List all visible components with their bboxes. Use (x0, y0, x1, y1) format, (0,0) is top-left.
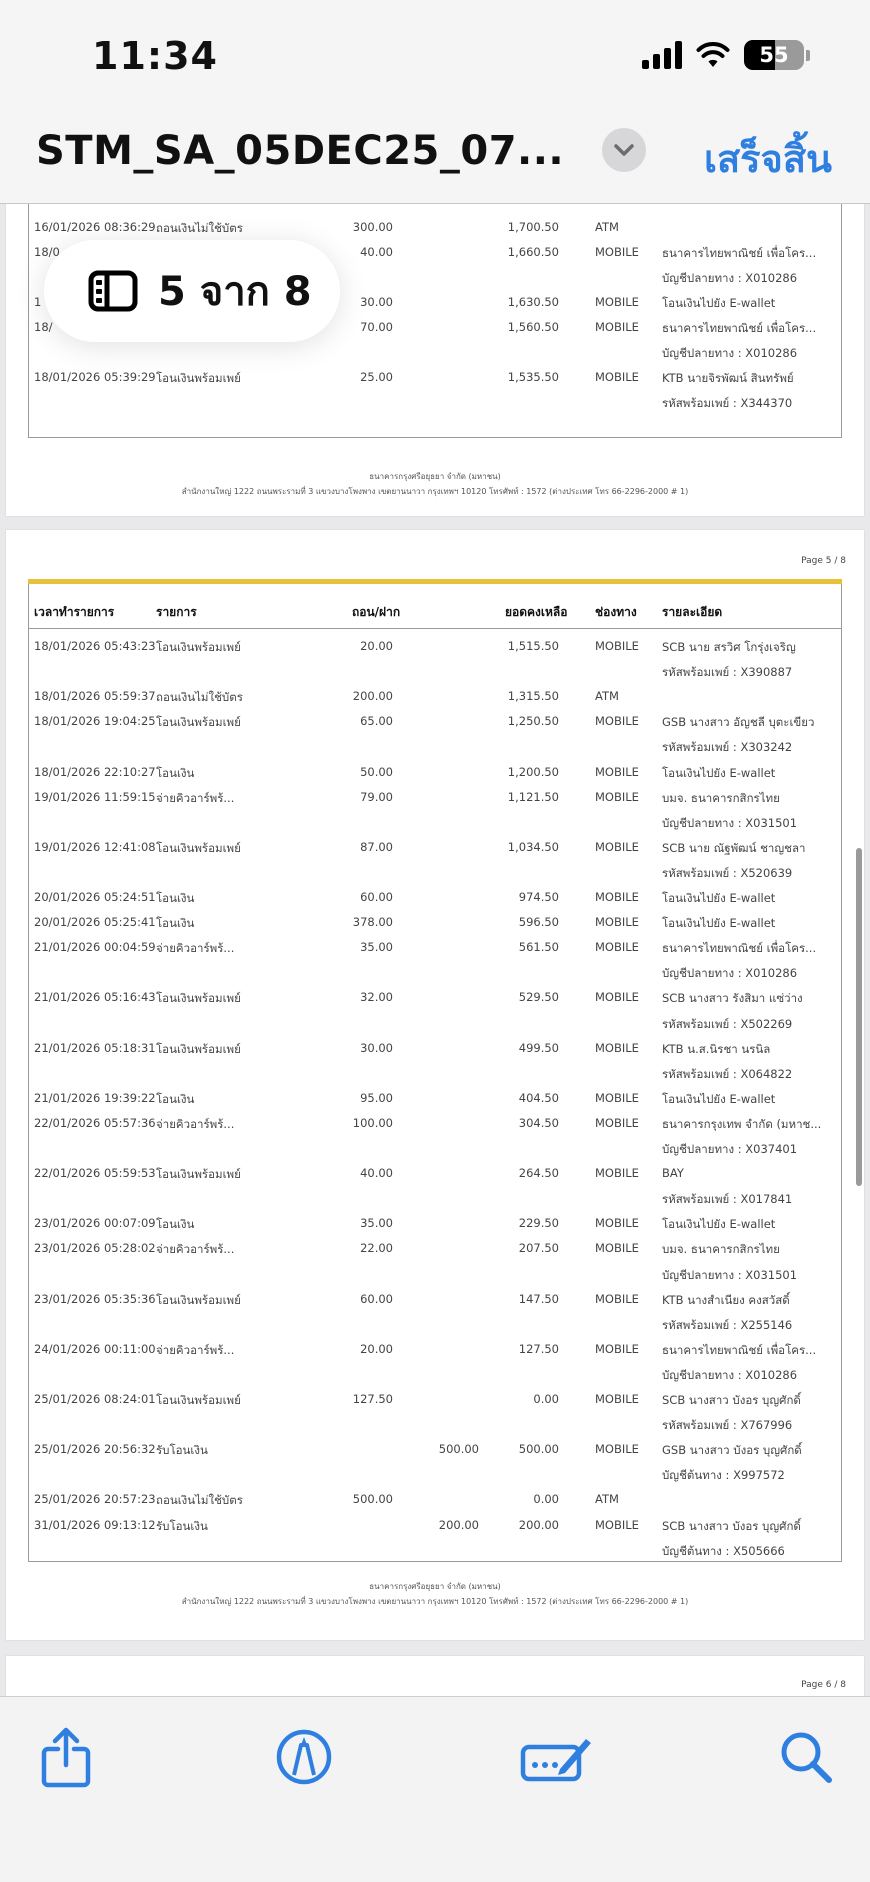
cell-desc: โอนเงินพร้อมเพย์ (156, 1167, 241, 1182)
table-row (29, 710, 841, 735)
table-row (29, 1212, 841, 1237)
cell-withdraw: 20.00 (360, 639, 393, 653)
table-row (29, 1263, 841, 1288)
cell-detail: โอนเงินไปยัง E-wallet (662, 1217, 776, 1232)
cell-date: 18/01/2026 05:43:23 (34, 639, 156, 653)
cell-desc: โอนเงิน (156, 1091, 195, 1106)
cell-date: 18/01/2026 05:59:37 (34, 689, 156, 704)
cell-withdraw: 35.00 (360, 940, 393, 955)
bottom-toolbar (0, 1696, 870, 1882)
cell-detail: SCB นาย ณัฐพัฒน์ ชาญชลา (662, 840, 806, 855)
status-time: 11:34 (92, 34, 218, 78)
cell-detail: GSB นางสาว บังอร บุญศักดิ์ (662, 1443, 802, 1458)
cell-balance: 500.00 (518, 1442, 559, 1457)
cell-desc: โอนเงินพร้อมเพย์ (156, 840, 241, 855)
header-balance: ยอดคงเหลือ (505, 605, 568, 619)
cell-withdraw: 20.00 (360, 1341, 393, 1356)
battery-icon (744, 40, 804, 70)
cell-withdraw: 50.00 (360, 764, 393, 779)
table-row (29, 1237, 841, 1262)
table-row (29, 1514, 841, 1539)
cell-detail: SCB นางสาว บังอร บุญศักดิ์ (662, 1393, 801, 1407)
cell-detail: บัญชีต้นทาง : X997572 (662, 1468, 785, 1483)
cell-balance: 561.50 (518, 940, 559, 955)
top-bar (0, 0, 870, 204)
cell-channel: MOBILE (595, 789, 639, 804)
table-row: 18/ 70.00 1,560.50 MOBILE ธนาคารไทยพาณิชย์ เพื่อโคร... (34, 320, 817, 335)
pdf-page-5 (6, 530, 864, 1640)
status-icons (642, 40, 810, 70)
cell-balance: 200.00 (518, 1517, 559, 1532)
table-row (29, 811, 841, 836)
table-row (29, 911, 841, 936)
cell-withdraw: 200.00 (352, 689, 393, 704)
table-row: 18/01/2026 05:39:29 โอนเงินพร้อมเพย์ 25.00 1,535.50 MOBILE KTB นายจิรพัฒน์ สินทรัพย์ (34, 370, 794, 385)
cell-balance: 499.50 (518, 1040, 559, 1055)
bank-name-footer: ธนาคารกรุงศรีอยุธยา จำกัด (มหาชน) (369, 472, 501, 481)
table-row (29, 1137, 841, 1162)
table-row (29, 1037, 841, 1062)
table-row: 1 30.00 1,630.50 MOBILE โอนเงินไปยัง E-wallet (34, 295, 776, 310)
cell-date: 20/01/2026 05:24:51 (34, 890, 156, 904)
share-button[interactable] (34, 1725, 98, 1789)
cell-date: 25/01/2026 08:24:01 (34, 1392, 156, 1406)
cell-detail: SCB นางสาว บังอร บุญศักดิ์ (662, 1518, 801, 1533)
cell-date: 21/01/2026 05:16:43 (34, 990, 156, 1005)
page-number-label: Page 6 / 8 (801, 1680, 846, 1690)
cell-balance: 1,315.50 (507, 689, 559, 704)
cell-desc: โอนเงินพร้อมเพย์ (156, 640, 241, 654)
cell-withdraw: 127.50 (352, 1392, 393, 1406)
cell-detail: บัญชีปลายทาง : X010286 (662, 966, 798, 981)
table-row (29, 1463, 841, 1488)
table-row (29, 861, 841, 886)
search-icon (778, 1729, 834, 1785)
table-row: รหัสพร้อมเพย์ : X344370 (662, 396, 793, 410)
cell-detail: GSB นางสาว อัญชลี บุตะเขียว (662, 715, 815, 730)
cell-date: 25/01/2026 20:57:23 (34, 1492, 156, 1507)
cell-detail: รหัสพร้อมเพย์ : X502269 (662, 1016, 793, 1031)
cell-desc: จ่ายคิวอาร์พร้... (156, 941, 235, 956)
cell-detail: โอนเงินไปยัง E-wallet (662, 765, 776, 780)
cell-balance: 1,515.50 (507, 639, 559, 653)
wifi-icon (696, 41, 730, 69)
cell-balance: 1,250.50 (507, 714, 559, 729)
table-row (29, 1162, 841, 1187)
cell-balance: 229.50 (518, 1216, 559, 1231)
cell-detail: SCB นาย สรวิศ โกรุ่งเจริญ (662, 640, 796, 654)
cell-channel: MOBILE (595, 1216, 639, 1231)
cell-withdraw: 35.00 (360, 1216, 393, 1231)
cell-desc: โอนเงินพร้อมเพย์ (156, 715, 241, 730)
cell-detail: บัญชีปลายทาง : X010286 (662, 1367, 798, 1382)
sidebar-thumbnails-icon (88, 270, 138, 312)
cell-withdraw: 65.00 (360, 714, 393, 729)
cell-withdraw: 87.00 (360, 839, 393, 854)
table-row (29, 660, 841, 685)
cell-detail: บมจ. ธนาคารกสิกรไทย (662, 1242, 780, 1257)
header-description: รายการ (156, 605, 197, 619)
cell-desc: ถอนเงินไม่ใช้บัตร (156, 1493, 243, 1508)
cell-channel: MOBILE (595, 990, 639, 1005)
table-row (29, 986, 841, 1011)
cell-date: 21/01/2026 05:18:31 (34, 1040, 156, 1055)
cell-balance: 304.50 (518, 1115, 559, 1130)
table-row (29, 1438, 841, 1463)
cell-channel: MOBILE (595, 1291, 639, 1306)
cell-withdraw: 95.00 (360, 1090, 393, 1105)
cell-desc: รับโอนเงิน (156, 1443, 208, 1458)
table-row (29, 961, 841, 986)
cell-detail: โอนเงินไปยัง E-wallet (662, 916, 776, 931)
search-button[interactable] (774, 1725, 838, 1789)
cell-withdraw: 22.00 (360, 1241, 393, 1256)
table-row: 18/0 40.00 1,660.50 MOBILE ธนาคารไทยพาณิชย์ เพื่อโคร... (34, 245, 817, 260)
table-row (29, 1112, 841, 1137)
table-row (29, 1062, 841, 1087)
chevron-down-icon (613, 143, 635, 157)
cell-balance: 127.50 (518, 1341, 559, 1356)
cellular-signal-icon (642, 41, 682, 69)
table-row (29, 1087, 841, 1112)
cell-date: 25/01/2026 20:56:32 (34, 1442, 156, 1457)
cell-deposit: 200.00 (438, 1517, 479, 1532)
cell-date: 22/01/2026 05:57:36 (34, 1115, 156, 1130)
cell-balance: 974.50 (518, 890, 559, 904)
done-button[interactable]: เสร็จสิ้น (703, 137, 832, 181)
cell-detail: รหัสพร้อมเพย์ : X017841 (662, 1192, 793, 1207)
table-row (29, 1363, 841, 1388)
cell-balance: 264.50 (518, 1166, 559, 1181)
cell-desc: รับโอนเงิน (156, 1518, 208, 1533)
table-row: บัญชีปลายทาง : X010286 (662, 346, 798, 360)
signature-icon (520, 1731, 594, 1783)
cell-channel: MOBILE (595, 1166, 639, 1181)
cell-detail: รหัสพร้อมเพย์ : X390887 (662, 665, 793, 680)
cell-detail: KTB น.ส.นิรชา นรนิล (662, 1041, 771, 1056)
table-header (29, 583, 841, 629)
pdf-page-4 (6, 180, 864, 516)
cell-date: 21/01/2026 19:39:22 (34, 1090, 156, 1105)
cell-date: 18/01/2026 19:04:25 (34, 714, 156, 729)
header-detail: รายละเอียด (662, 605, 723, 619)
cell-detail: ธนาคารไทยพาณิชย์ เพื่อโคร... (662, 1342, 817, 1357)
cell-balance: 0.00 (533, 1492, 559, 1507)
cell-date: 23/01/2026 05:28:02 (34, 1241, 156, 1256)
cell-date: 19/01/2026 12:41:08 (34, 839, 156, 854)
cell-desc: โอนเงินพร้อมเพย์ (156, 991, 241, 1006)
document-title[interactable]: STM_SA_05DEC25_07... (36, 128, 565, 174)
table-row (29, 1313, 841, 1338)
cell-channel: MOBILE (595, 1341, 639, 1356)
cell-detail: รหัสพร้อมเพย์ : X303242 (662, 740, 793, 755)
cell-desc: โอนเงินพร้อมเพย์ (156, 1292, 241, 1307)
cell-detail: รหัสพร้อมเพย์ : X064822 (662, 1066, 793, 1081)
cell-channel: MOBILE (595, 1115, 639, 1130)
cell-withdraw: 60.00 (360, 890, 393, 904)
header-date: เวลาทำรายการ (34, 605, 115, 619)
cell-withdraw: 79.00 (360, 789, 393, 804)
cell-desc: จ่ายคิวอาร์พร้... (156, 1116, 235, 1131)
header-amount: ถอน/ฝาก (352, 605, 401, 619)
cell-desc: โอนเงินพร้อมเพย์ (156, 1041, 241, 1056)
table-row (29, 1187, 841, 1212)
cell-date: 24/01/2026 00:11:00 (34, 1341, 156, 1356)
cell-channel: MOBILE (595, 639, 639, 653)
cell-channel: MOBILE (595, 764, 639, 779)
cell-balance: 147.50 (518, 1291, 559, 1306)
cell-detail: โอนเงินไปยัง E-wallet (662, 1091, 776, 1106)
scrollbar-thumb[interactable] (856, 848, 862, 1186)
cell-date: 22/01/2026 05:59:53 (34, 1166, 156, 1181)
cell-channel: MOBILE (595, 1040, 639, 1055)
battery-level: 55 (759, 43, 789, 67)
cell-withdraw: 40.00 (360, 1166, 393, 1181)
cell-date: 19/01/2026 11:59:15 (34, 789, 156, 804)
table-row (29, 761, 841, 786)
cell-channel: MOBILE (595, 1392, 639, 1406)
table-row (29, 936, 841, 961)
table-row (29, 1288, 841, 1313)
table-row: บัญชีปลายทาง : X010286 (662, 271, 798, 285)
cell-date: 18/01/2026 22:10:27 (34, 764, 156, 779)
cell-detail: บัญชีต้นทาง : X505666 (662, 1543, 785, 1558)
cell-detail: BAY (662, 1166, 684, 1181)
table-row (29, 1012, 841, 1037)
cell-balance: 0.00 (533, 1392, 559, 1406)
header-channel: ช่องทาง (595, 605, 637, 619)
cell-detail: บัญชีปลายทาง : X031501 (662, 1267, 798, 1282)
cell-balance: 1,121.50 (507, 789, 559, 804)
cell-balance: 1,034.50 (507, 839, 559, 854)
cell-channel: MOBILE (595, 890, 639, 904)
table-row (29, 1338, 841, 1363)
cell-detail: KTB นางสำเนียง คงสวัสดิ์ (662, 1292, 790, 1307)
cell-desc: โอนเงิน (156, 1217, 195, 1232)
cell-detail: รหัสพร้อมเพย์ : X520639 (662, 865, 793, 880)
title-menu-button[interactable] (602, 128, 646, 172)
cell-detail: บัญชีปลายทาง : X031501 (662, 815, 798, 830)
table-row (29, 886, 841, 911)
cell-detail: บัญชีปลายทาง : X037401 (662, 1142, 798, 1156)
cell-desc: โอนเงิน (156, 765, 195, 780)
cell-channel: MOBILE (595, 714, 639, 729)
page-indicator-text: 5 จาก 8 (158, 269, 312, 315)
cell-balance: 404.50 (518, 1090, 559, 1105)
cell-withdraw: 60.00 (360, 1291, 393, 1306)
cell-desc: จ่ายคิวอาร์พร้... (156, 1242, 235, 1257)
cell-detail: รหัสพร้อมเพย์ : X255146 (662, 1317, 793, 1332)
table-row (29, 1413, 841, 1438)
cell-withdraw: 378.00 (352, 915, 393, 930)
cell-date: 23/01/2026 05:35:36 (34, 1291, 156, 1306)
table-row (29, 635, 841, 660)
table-row (29, 735, 841, 760)
signature-button[interactable] (520, 1725, 594, 1789)
cell-withdraw: 100.00 (352, 1115, 393, 1130)
cell-channel: MOBILE (595, 915, 639, 930)
cell-detail: โอนเงินไปยัง E-wallet (662, 891, 776, 905)
bank-address-footer: สำนักงานใหญ่ 1222 ถนนพระรามที่ 3 แขวงบางโพงพาง เขตยานนาวา กรุงเทพฯ 10120 โทรศัพท์ : 1572 (ต่างประเทศ โทร 66-2296-2000 # 1) (181, 1597, 689, 1606)
table-row (29, 1488, 841, 1513)
statement-table (28, 582, 842, 1562)
cell-desc: ถอนเงินไม่ใช้บัตร (156, 690, 243, 705)
cell-withdraw: 30.00 (360, 1040, 393, 1055)
cell-detail: ธนาคารกรุงเทพ จำกัด (มหาช... (662, 1116, 822, 1131)
cell-channel: MOBILE (595, 839, 639, 854)
table-row (29, 836, 841, 861)
cell-desc: โอนเงินพร้อมเพย์ (156, 1393, 241, 1407)
cell-desc: จ่ายคิวอาร์พร้... (156, 1342, 235, 1357)
cell-channel: MOBILE (595, 1090, 639, 1105)
cell-balance: 596.50 (518, 915, 559, 930)
cell-deposit: 500.00 (438, 1442, 479, 1457)
cell-channel: MOBILE (595, 940, 639, 955)
cell-balance: 529.50 (518, 990, 559, 1005)
cell-date: 31/01/2026 09:13:12 (34, 1517, 156, 1532)
cell-desc: โอนเงิน (156, 891, 195, 905)
table-row (29, 1388, 841, 1413)
cell-desc: โอนเงิน (156, 916, 195, 931)
cell-withdraw: 500.00 (352, 1492, 393, 1507)
cell-withdraw: 32.00 (360, 990, 393, 1005)
cell-channel: MOBILE (595, 1241, 639, 1256)
page-indicator[interactable] (44, 240, 340, 342)
bank-address-footer: สำนักงานใหญ่ 1222 ถนนพระรามที่ 3 แขวงบางโพงพาง เขตยานนาวา กรุงเทพฯ 10120 โทรศัพท์ : 1572 (ต่างประเทศ โทร 66-2296-2000 # 1) (181, 487, 689, 496)
page-number-label: Page 5 / 8 (801, 556, 846, 566)
markup-button[interactable] (272, 1725, 336, 1789)
markup-icon (274, 1727, 334, 1787)
bank-name-footer: ธนาคารกรุงศรีอยุธยา จำกัด (มหาชน) (369, 1582, 501, 1591)
table-row (29, 1539, 841, 1564)
cell-channel: MOBILE (595, 1442, 639, 1457)
cell-desc: จ่ายคิวอาร์พร้... (156, 790, 235, 805)
cell-detail: บมจ. ธนาคารกสิกรไทย (662, 790, 780, 805)
cell-channel: MOBILE (595, 1517, 639, 1532)
cell-date: 23/01/2026 00:07:09 (34, 1216, 156, 1231)
cell-date: 21/01/2026 00:04:59 (34, 940, 156, 955)
cell-channel: ATM (595, 1492, 619, 1507)
cell-detail: รหัสพร้อมเพย์ : X767996 (662, 1418, 793, 1433)
table-row: 16/01/2026 08:36:29 ถอนเงินไม่ใช้บัตร 300.00 1,700.50 ATM (34, 220, 619, 235)
cell-channel: ATM (595, 689, 619, 704)
cell-balance: 207.50 (518, 1241, 559, 1256)
cell-detail: ธนาคารไทยพาณิชย์ เพื่อโคร... (662, 941, 817, 956)
share-icon (38, 1725, 94, 1789)
cell-date: 20/01/2026 05:25:41 (34, 915, 156, 930)
cell-detail: SCB นางสาว รังสิมา แซ่ว่าง (662, 991, 803, 1006)
table-row (29, 685, 841, 710)
cell-balance: 1,200.50 (507, 764, 559, 779)
table-row (29, 786, 841, 811)
